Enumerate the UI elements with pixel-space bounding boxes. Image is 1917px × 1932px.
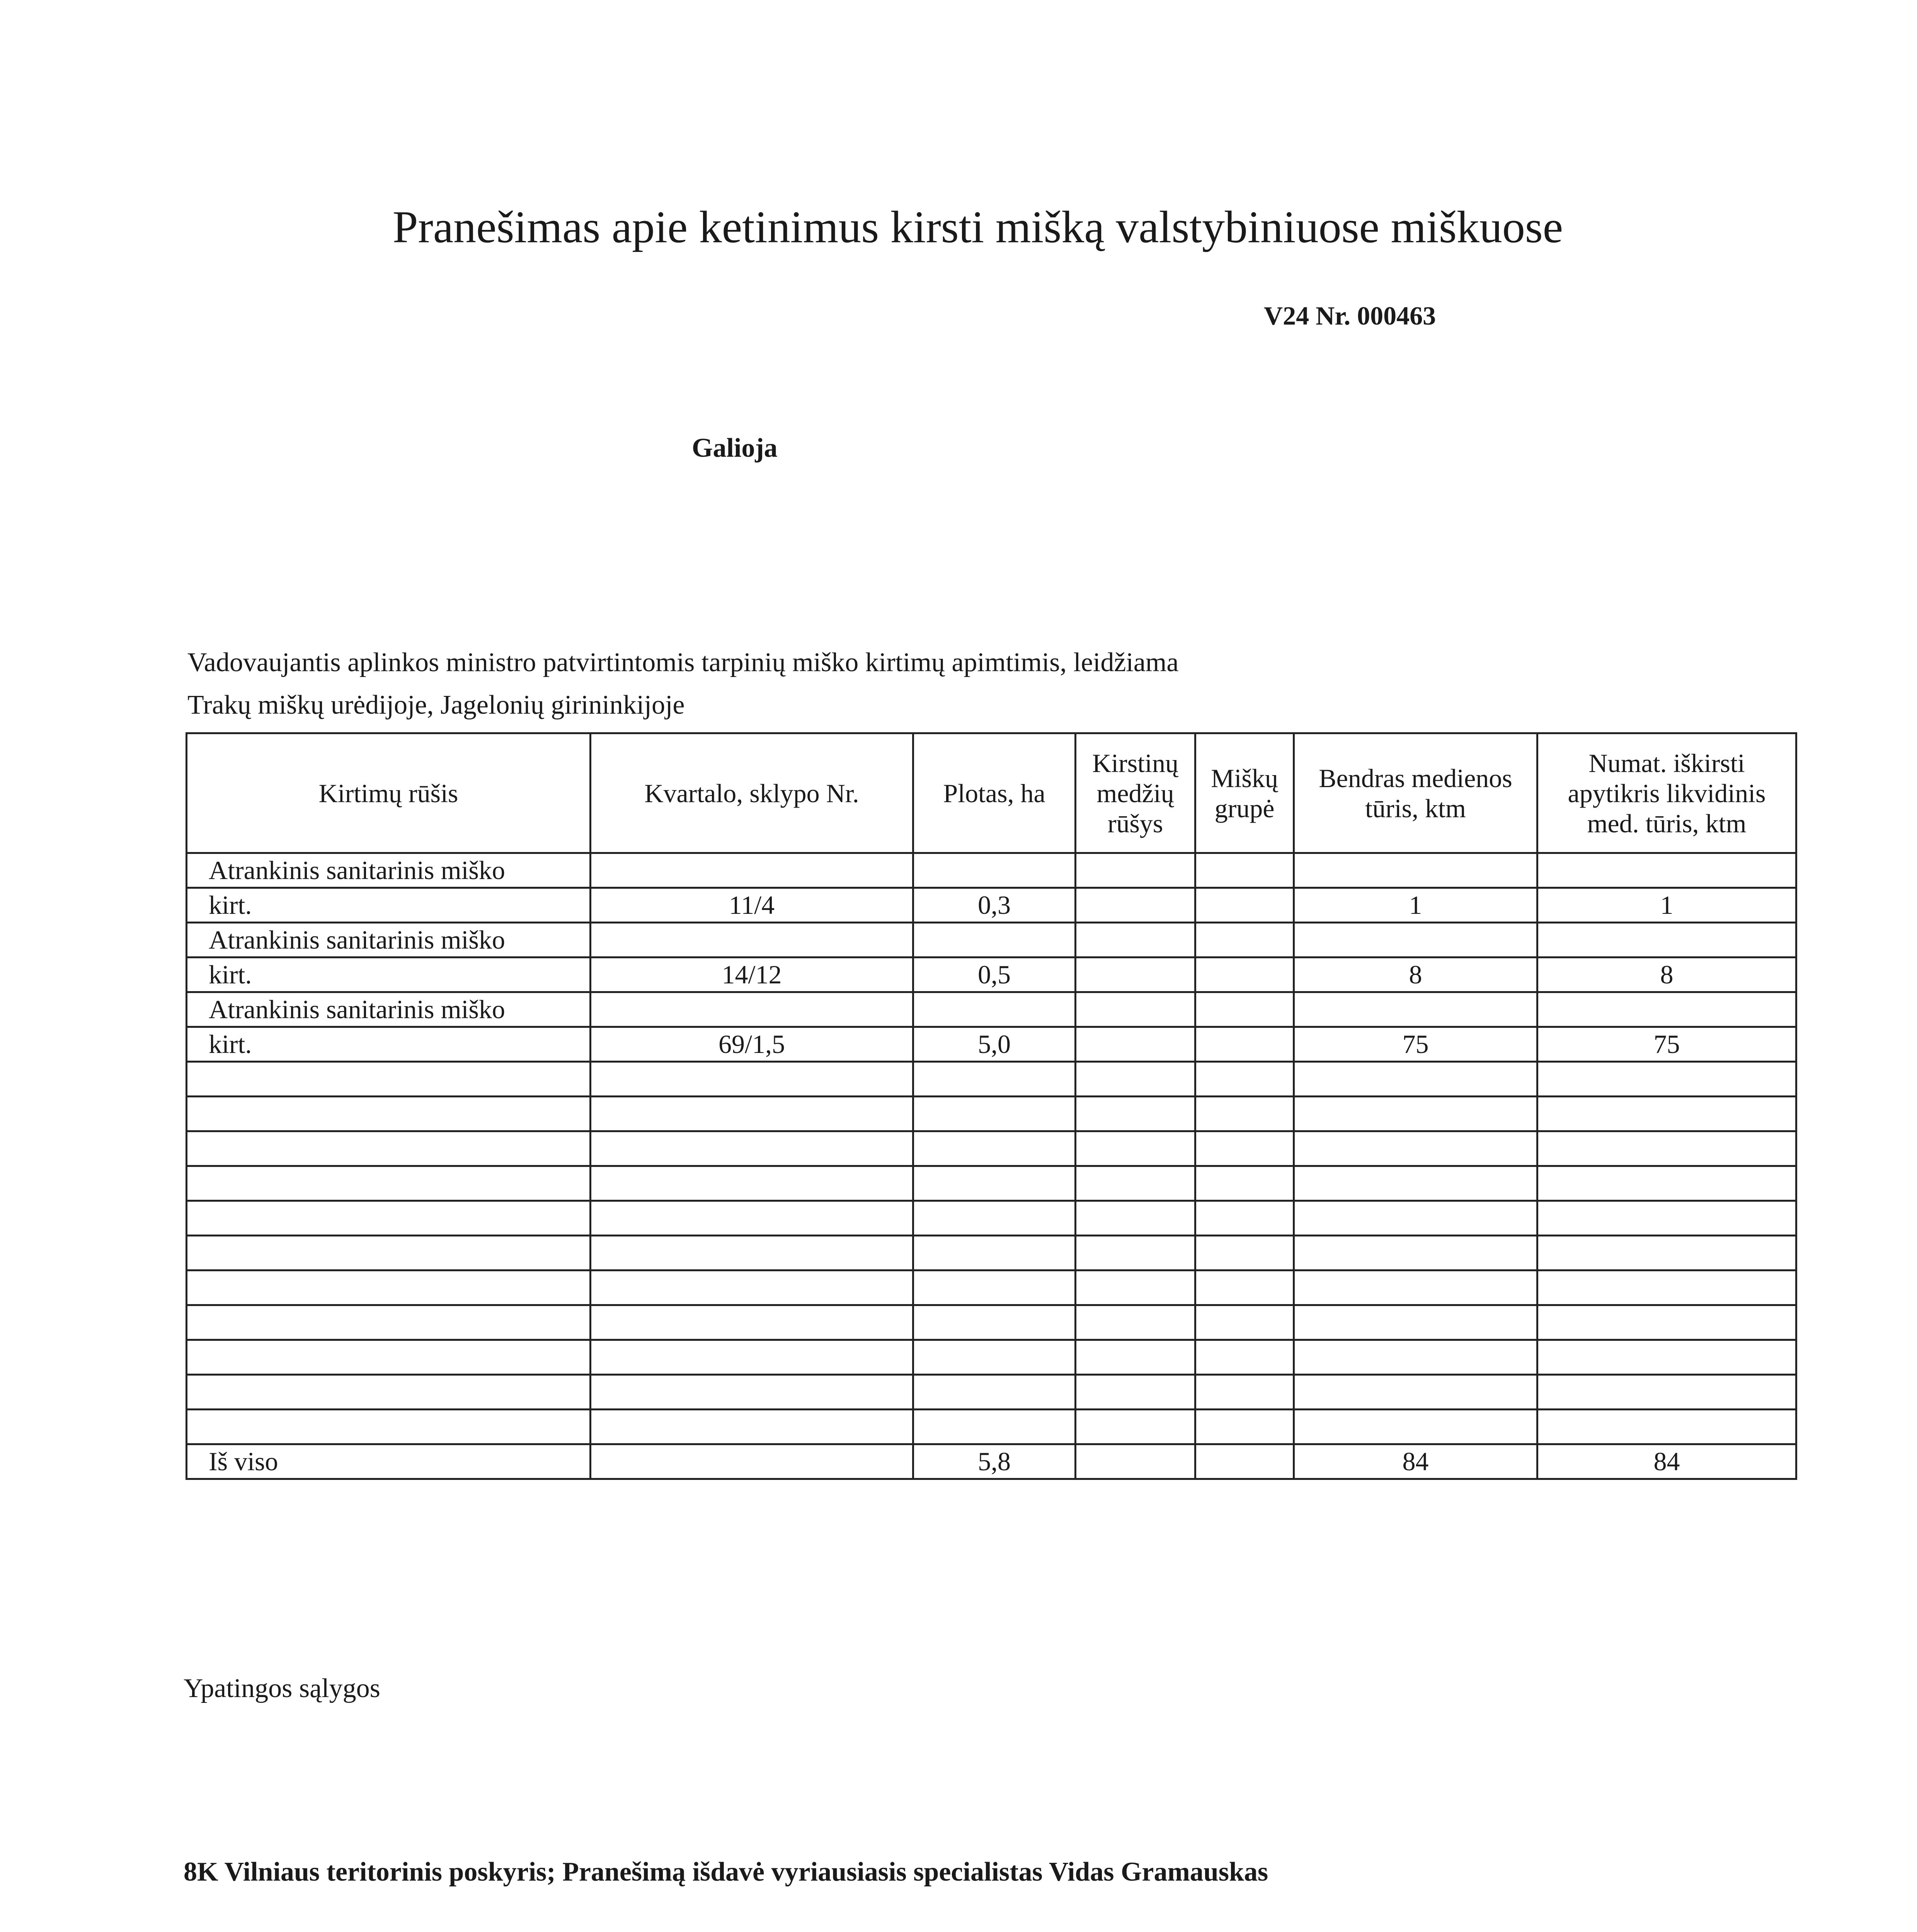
issuer-text: 8K Vilniaus teritorinis poskyris; Pranešimą išdavė vyriausiasis specialistas Vidas Gramauskas xyxy=(184,1857,1268,1887)
column-header: Plotas, ha xyxy=(913,733,1076,853)
table-cell xyxy=(1076,1375,1195,1410)
table-cell xyxy=(1294,1340,1537,1375)
table-cell xyxy=(1294,1375,1537,1410)
table-cell xyxy=(1294,1270,1537,1305)
document-status: Galioja xyxy=(692,433,778,463)
table-row xyxy=(187,1305,1796,1340)
table-cell: 84 xyxy=(1294,1444,1537,1479)
column-header: Kvartalo, sklypo Nr. xyxy=(591,733,913,853)
table-cell xyxy=(1076,957,1195,992)
table-cell xyxy=(1294,1236,1537,1270)
table-cell xyxy=(1076,1305,1195,1340)
table-cell xyxy=(1195,1062,1294,1097)
table-cell xyxy=(913,1410,1076,1444)
table-cell xyxy=(1537,1131,1796,1166)
table-cell xyxy=(913,1201,1076,1236)
table-cell xyxy=(1294,923,1537,957)
table-row xyxy=(187,957,1796,992)
column-header: Numat. iškirsti apytikris likvidinis med. tūris, ktm xyxy=(1537,733,1796,853)
table-cell xyxy=(1195,888,1294,923)
table-cell xyxy=(1195,1131,1294,1166)
table-cell xyxy=(1195,1201,1294,1236)
table-cell xyxy=(1195,1270,1294,1305)
table-row xyxy=(187,1097,1796,1131)
table-cell xyxy=(591,1270,913,1305)
table-cell xyxy=(1294,1062,1537,1097)
table-cell: 1 xyxy=(1537,888,1796,923)
table-cell: Atrankinis sanitarinis miško xyxy=(187,853,591,888)
table-cell xyxy=(1076,1062,1195,1097)
table-cell xyxy=(591,1444,913,1479)
table-cell xyxy=(1195,1166,1294,1201)
table-cell xyxy=(1537,992,1796,1027)
table-cell xyxy=(1195,992,1294,1027)
table-cell xyxy=(1294,1131,1537,1166)
table-cell xyxy=(1195,1027,1294,1062)
intro-line-2: Trakų miškų urėdijoje, Jagelonių girininkijoje xyxy=(187,690,685,720)
table-cell xyxy=(913,1131,1076,1166)
table-cell xyxy=(1537,1062,1796,1097)
table-cell xyxy=(913,1097,1076,1131)
table-cell xyxy=(1076,1270,1195,1305)
table-cell xyxy=(1294,853,1537,888)
table-cell: 0,3 xyxy=(913,888,1076,923)
table-cell xyxy=(1076,1236,1195,1270)
table-row xyxy=(187,1375,1796,1410)
table-cell: 11/4 xyxy=(591,888,913,923)
column-header: Bendras medienos tūris, ktm xyxy=(1294,733,1537,853)
table-cell xyxy=(913,923,1076,957)
table-cell: 8 xyxy=(1294,957,1537,992)
table-row xyxy=(187,1270,1796,1305)
table-cell xyxy=(187,1340,591,1375)
table-cell xyxy=(187,1131,591,1166)
table-row xyxy=(187,888,1796,923)
table-cell xyxy=(1294,1201,1537,1236)
table-cell xyxy=(591,992,913,1027)
table-row xyxy=(187,853,1796,888)
table-cell xyxy=(591,1097,913,1131)
table-cell xyxy=(913,1340,1076,1375)
table-cell xyxy=(1195,1340,1294,1375)
table-row xyxy=(187,1410,1796,1444)
table-cell xyxy=(591,1340,913,1375)
document-number: V24 Nr. 000463 xyxy=(1264,301,1436,330)
table-cell xyxy=(1294,1166,1537,1201)
table-row xyxy=(187,1166,1796,1201)
table-row xyxy=(187,1236,1796,1270)
column-header: Kirtimų rūšis xyxy=(187,733,591,853)
table-cell xyxy=(591,853,913,888)
table-cell xyxy=(1195,1444,1294,1479)
table-cell: 75 xyxy=(1537,1027,1796,1062)
table-cell xyxy=(187,1236,591,1270)
table-cell xyxy=(591,1236,913,1270)
table-cell xyxy=(1076,1444,1195,1479)
table-row xyxy=(187,923,1796,957)
table-cell: 69/1,5 xyxy=(591,1027,913,1062)
table-cell xyxy=(1076,1410,1195,1444)
table-cell xyxy=(1076,853,1195,888)
table-cell xyxy=(591,1131,913,1166)
table-cell xyxy=(1537,1270,1796,1305)
table-cell: kirt. xyxy=(187,957,591,992)
cutting-table xyxy=(186,732,1797,1480)
table-cell xyxy=(187,1305,591,1340)
table-cell xyxy=(591,923,913,957)
table-cell xyxy=(1294,992,1537,1027)
table-cell xyxy=(1076,1097,1195,1131)
table-cell xyxy=(1294,1410,1537,1444)
table-row xyxy=(187,1062,1796,1097)
table-row xyxy=(187,1027,1796,1062)
table-cell xyxy=(1294,1097,1537,1131)
table-cell xyxy=(1195,1375,1294,1410)
table-cell xyxy=(1195,1236,1294,1270)
table-row xyxy=(187,1131,1796,1166)
table-cell: 84 xyxy=(1537,1444,1796,1479)
table-cell xyxy=(1537,1375,1796,1410)
table-cell xyxy=(1076,992,1195,1027)
table-cell xyxy=(913,1305,1076,1340)
table-cell xyxy=(1537,923,1796,957)
table-cell xyxy=(187,1410,591,1444)
table-cell xyxy=(1294,1305,1537,1340)
table-cell: 75 xyxy=(1294,1027,1537,1062)
table-cell xyxy=(187,1270,591,1305)
table-cell xyxy=(1195,1097,1294,1131)
table-cell xyxy=(1195,1410,1294,1444)
table-cell: Atrankinis sanitarinis miško xyxy=(187,923,591,957)
table-cell: 14/12 xyxy=(591,957,913,992)
table-cell xyxy=(913,853,1076,888)
table-cell xyxy=(187,1062,591,1097)
table-cell: 1 xyxy=(1294,888,1537,923)
table-cell: Atrankinis sanitarinis miško xyxy=(187,992,591,1027)
table-row xyxy=(187,992,1796,1027)
table-cell: Iš viso xyxy=(187,1444,591,1479)
column-header: Kirstinų medžių rūšys xyxy=(1076,733,1195,853)
table-cell xyxy=(1076,888,1195,923)
table-cell: kirt. xyxy=(187,1027,591,1062)
table-cell xyxy=(187,1375,591,1410)
table-cell xyxy=(591,1375,913,1410)
table-cell xyxy=(1076,1131,1195,1166)
special-conditions-label: Ypatingos sąlygos xyxy=(184,1673,380,1703)
table-cell xyxy=(1195,957,1294,992)
table-cell xyxy=(913,1375,1076,1410)
table-cell xyxy=(1076,1201,1195,1236)
table-cell xyxy=(1195,853,1294,888)
table-cell xyxy=(1537,1236,1796,1270)
table-cell: 8 xyxy=(1537,957,1796,992)
table-cell xyxy=(591,1410,913,1444)
table-cell xyxy=(1076,923,1195,957)
table-cell xyxy=(913,1236,1076,1270)
table-cell xyxy=(1537,1201,1796,1236)
table-cell xyxy=(913,1062,1076,1097)
table-cell xyxy=(1076,1166,1195,1201)
table-cell xyxy=(913,1166,1076,1201)
table-row xyxy=(187,1201,1796,1236)
table-cell xyxy=(1537,1305,1796,1340)
table-cell xyxy=(1195,1305,1294,1340)
table-cell xyxy=(1537,1410,1796,1444)
table-cell xyxy=(591,1166,913,1201)
table-cell xyxy=(187,1166,591,1201)
table-cell xyxy=(1076,1027,1195,1062)
column-header: Miškų grupė xyxy=(1195,733,1294,853)
table-cell xyxy=(1537,1166,1796,1201)
table-cell xyxy=(1076,1340,1195,1375)
table-cell: 5,0 xyxy=(913,1027,1076,1062)
document-title: Pranešimas apie ketinimus kirsti mišką valstybiniuose miškuose xyxy=(392,202,1563,252)
table-cell: kirt. xyxy=(187,888,591,923)
table-cell xyxy=(591,1201,913,1236)
table-cell xyxy=(1537,853,1796,888)
table-row xyxy=(187,1340,1796,1375)
table-header-row xyxy=(187,733,1796,853)
table-cell xyxy=(591,1062,913,1097)
table-cell: 5,8 xyxy=(913,1444,1076,1479)
table-cell xyxy=(913,1270,1076,1305)
table-cell xyxy=(1537,1340,1796,1375)
table-cell xyxy=(913,992,1076,1027)
table-row xyxy=(187,1444,1796,1479)
table-cell xyxy=(1195,923,1294,957)
intro-text xyxy=(187,641,1178,726)
table-cell xyxy=(1537,1097,1796,1131)
table-cell xyxy=(187,1201,591,1236)
table-cell xyxy=(591,1305,913,1340)
intro-line-1: Vadovaujantis aplinkos ministro patvirtintomis tarpinių miško kirtimų apimtimis, leidžiama xyxy=(187,648,1179,677)
table-cell xyxy=(187,1097,591,1131)
table-cell: 0,5 xyxy=(913,957,1076,992)
